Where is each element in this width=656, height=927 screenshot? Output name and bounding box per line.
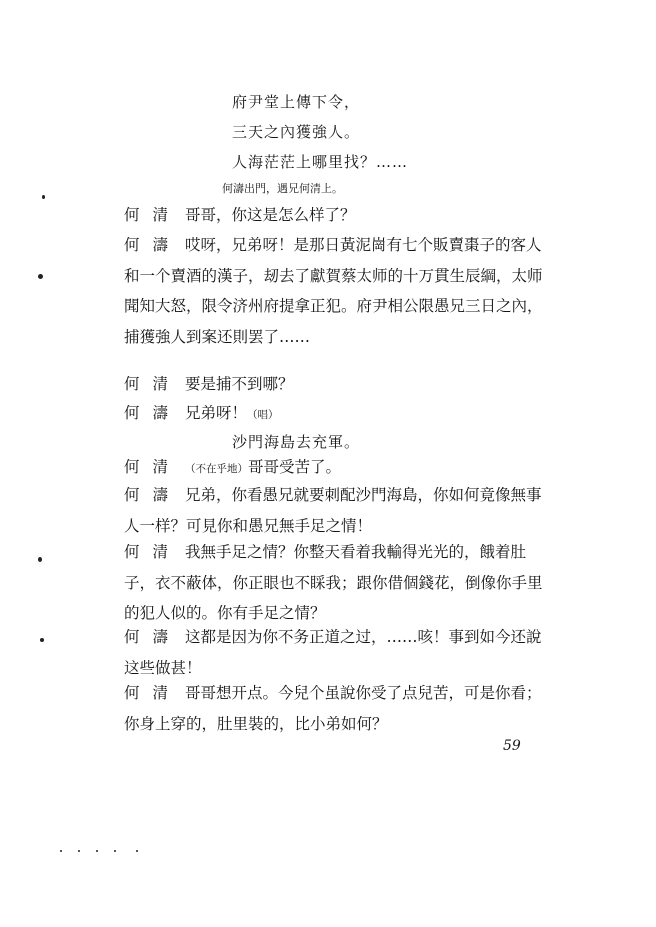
speaker-name: 何 清: [124, 375, 169, 393]
scan-speck: [38, 274, 43, 279]
speaker-name: 何 清: [124, 206, 169, 224]
dialogue-text: 兄弟呀！: [185, 404, 248, 422]
dialogue-line: [124, 200, 544, 231]
scan-speck: [38, 557, 42, 562]
dialogue-text: 哥哥，你这是怎么样了？: [185, 206, 356, 224]
stage-note: （不在乎地）: [185, 463, 248, 475]
scan-speck: [40, 638, 44, 642]
scan-speck: [136, 850, 138, 852]
dialogue-line: [124, 398, 544, 431]
verse-line-2: 三天之內獲強人。: [232, 123, 361, 141]
scan-speck: [42, 195, 45, 199]
stage-note: （唱）: [247, 409, 279, 421]
speaker-name: 何 濤: [124, 628, 169, 646]
scan-speck: [78, 850, 80, 852]
speaker-name: 何 濤: [124, 236, 169, 254]
scan-speck: [96, 850, 98, 852]
dialogue-text: 哎呀，兄弟呀！是那日黃泥崗有七个販賣棗子的客人和一个賣酒的漢子，刼去了獻賀蔡太师的十万貫生辰綱，太师聞知大怒，限令济州府提拿正犯。府尹相公限愚兄三日之內，捕獲強人到案还則罢了……: [124, 236, 543, 346]
dialogue-text: 兄弟，你看愚兄就要刺配沙門海島，你如何竟像無事人一样？可見你和愚兄無手足之情！: [124, 486, 542, 535]
dialogue-line: [124, 678, 544, 739]
dialogue-line: [124, 480, 544, 541]
scan-speck: [114, 850, 116, 852]
speaker-name: 何 清: [124, 543, 169, 561]
dialogue-line: [124, 369, 544, 400]
speaker-name: 何 清: [124, 458, 169, 476]
speaker-name: 何 濤: [124, 404, 169, 422]
dialogue-text: 哥哥想开点。今兒个虽說你受了点兒苦，可是你看；你身上穿的，肚里裝的，比小弟如何？: [124, 684, 542, 733]
page-number: 59: [503, 738, 521, 754]
verse-line-3: 人海茫茫上哪里找？……: [232, 153, 409, 171]
dialogue-line: [124, 537, 544, 629]
dialogue-text: 我無手足之情？你整天看着我輸得光光的，餓着肚子，衣不蔽体，你正眼也不睬我；跟你借個錢花，倒像你手里的犯人似的。你有手足之情？: [124, 543, 543, 622]
speaker-name: 何 清: [124, 684, 169, 702]
dialogue-text: 要是捕不到哪？: [185, 375, 294, 393]
dialogue-text: 哥哥受苦了。: [248, 458, 342, 476]
dialogue-text: 这都是因为你不务正道之过，……咳！事到如今还說这些做甚！: [124, 628, 542, 677]
stage-direction: 何濤出門，遇兄何清上。: [222, 182, 343, 195]
speaker-name: 何 濤: [124, 486, 169, 504]
scan-speck: [60, 850, 62, 852]
dialogue-line: [124, 230, 544, 352]
verse-line-1: 府尹堂上傳下令，: [232, 93, 361, 111]
verse-line-4: 沙門海島去充軍。: [232, 433, 361, 451]
dialogue-line: [124, 622, 544, 683]
